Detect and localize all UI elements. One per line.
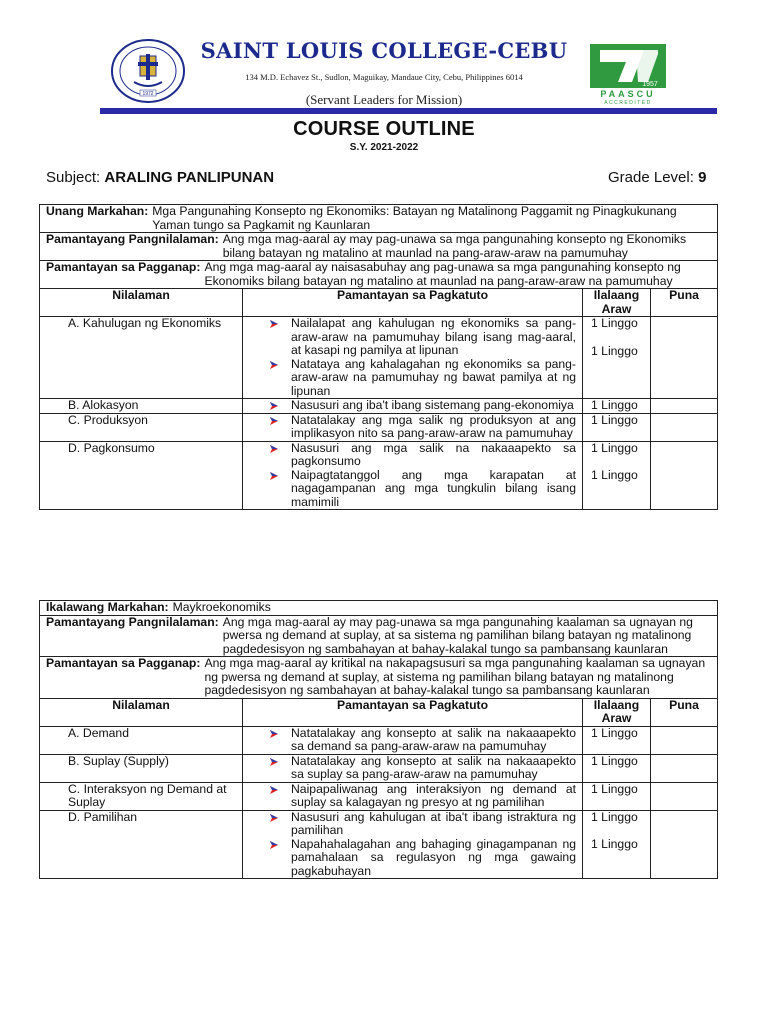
arrow-bullet-icon bbox=[269, 401, 279, 411]
column-header-row bbox=[40, 289, 718, 317]
school-name: SAINT LOUIS COLLEGE-CEBU bbox=[200, 38, 568, 63]
paascu-year: 1957 bbox=[642, 81, 658, 88]
content-row bbox=[40, 810, 718, 879]
performance-standard-label: Pamantayan sa Pagganap: bbox=[46, 260, 201, 274]
competency-item bbox=[243, 755, 576, 782]
subject-label: Subject: bbox=[46, 169, 101, 186]
quarter-table-body bbox=[40, 205, 718, 510]
competency-text: Nasusuri ang iba't ibang sistemang pang-ekonomiya bbox=[291, 398, 574, 412]
performance-standard-row bbox=[40, 261, 718, 289]
column-header-remarks: Puna bbox=[651, 289, 718, 317]
arrow-bullet-icon bbox=[269, 444, 279, 454]
quarter-title-row bbox=[40, 601, 718, 616]
arrow-bullet-icon bbox=[269, 416, 279, 426]
duration-value: 1 Linggo bbox=[591, 398, 638, 412]
subject-line bbox=[46, 169, 274, 186]
arrow-bullet-icon bbox=[269, 813, 279, 823]
arrow-bullet-icon bbox=[269, 319, 279, 329]
competency-text: Natataya ang kahalagahan ng ekonomiks sa pang-araw-araw na pamumuhay ng bawat pamilya at ng lipunan bbox=[291, 356, 576, 398]
column-header-duration: Ilalaang Araw bbox=[583, 698, 651, 726]
seal-year: 1972 bbox=[142, 91, 154, 97]
quarter-table-2 bbox=[39, 600, 718, 879]
duration-value: 1 Linggo bbox=[591, 440, 638, 455]
content-topic: B. Suplay (Supply) bbox=[40, 754, 243, 782]
quarter-table-1 bbox=[39, 204, 718, 510]
content-row bbox=[40, 754, 718, 782]
column-header-row bbox=[40, 698, 718, 726]
content-topic: B. Alokasyon bbox=[40, 399, 243, 414]
quarter-label: Unang Markahan: bbox=[46, 204, 149, 218]
college-seal-icon bbox=[110, 38, 186, 104]
content-topic: D. Pagkonsumo bbox=[40, 441, 243, 510]
column-header-content: Nilalaman bbox=[40, 698, 243, 726]
competency-item bbox=[243, 414, 576, 441]
arrow-bullet-icon bbox=[269, 757, 279, 767]
document-title: COURSE OUTLINE bbox=[293, 118, 475, 140]
content-row bbox=[40, 413, 718, 441]
column-header-duration: Ilalaang Araw bbox=[583, 289, 651, 317]
duration-value: 1 Linggo bbox=[591, 343, 638, 358]
school-year: S.Y. 2021-2022 bbox=[349, 142, 419, 153]
competency-item bbox=[243, 442, 576, 469]
remarks-cell bbox=[651, 441, 718, 510]
content-standard-label: Pamantayang Pangnilalaman: bbox=[46, 232, 219, 246]
duration-value: 1 Linggo bbox=[591, 412, 638, 427]
duration-value: 1 Linggo bbox=[591, 725, 638, 740]
content-standard-row bbox=[40, 233, 718, 261]
competency-item bbox=[243, 358, 576, 399]
duration-value: 1 Linggo bbox=[591, 753, 638, 768]
competency-text: Nasusuri ang mga salik na nakaaapekto sa pagkonsumo bbox=[291, 440, 576, 468]
arrow-bullet-icon bbox=[269, 840, 279, 850]
duration-value: 1 Linggo bbox=[591, 837, 638, 851]
content-topic: D. Pamilihan bbox=[40, 810, 243, 879]
header-divider bbox=[100, 108, 717, 114]
content-row bbox=[40, 726, 718, 754]
content-standard-text: Ang mga mag-aaral ay may pag-unawa sa mga pangunahing kaalaman sa ugnayan ng pwersa ng demand at suplay, at sa sistema ng pamilihan bilang batayan ng matalinong pagdedesisyon ng sambahayan at bahay-kalakal tungo sa pambansang kaunlaran bbox=[222, 614, 693, 656]
performance-standard-text: Ang mga mag-aaral ay naisasabuhay ang pag-unawa sa mga pangunahing konsepto ng Ekonomiks bilang batayan ng matalino at maunlad na pang-araw-araw na pamumuhay bbox=[204, 260, 681, 288]
column-header-content: Nilalaman bbox=[40, 289, 243, 317]
competency-text: Nasusuri ang kahulugan at iba't ibang istraktura ng pamilihan bbox=[291, 809, 576, 837]
arrow-bullet-icon bbox=[269, 729, 279, 739]
grade-level-line bbox=[608, 169, 706, 186]
remarks-cell bbox=[651, 413, 718, 441]
competency-item bbox=[243, 727, 576, 754]
performance-standard-label: Pamantayan sa Pagganap: bbox=[46, 656, 201, 670]
quarter-title: Mga Pangunahing Konsepto ng Ekonomiks: Batayan ng Matalinong Paggamit ng Pinagkukunang Yaman tungo sa Pagkamit ng Kaunlaran bbox=[152, 204, 677, 232]
content-topic: C. Interaksyon ng Demand at Suplay bbox=[40, 782, 243, 810]
competency-item bbox=[243, 399, 576, 413]
competency-item bbox=[243, 783, 576, 810]
school-address: 134 M.D. Echavez St., Sudlon, Maguikay, Mandaue City, Cebu, Philippines 6014 bbox=[245, 72, 523, 82]
competency-text: Nailalapat ang kahulugan ng ekonomiks sa pang-araw-araw na pamumuhay bilang isang mag-aaral, at kasapi ng pamilya at lipunan bbox=[291, 316, 576, 357]
quarter-title: Maykroekonomiks bbox=[172, 600, 271, 614]
arrow-bullet-icon bbox=[269, 785, 279, 795]
arrow-bullet-icon bbox=[269, 360, 279, 370]
paascu-text: PAASCU bbox=[600, 89, 656, 99]
content-topic: C. Produksyon bbox=[40, 413, 243, 441]
remarks-cell bbox=[651, 726, 718, 754]
performance-standard-text: Ang mga mag-aaral ay kritikal na nakapagsusuri sa mga pangunahing kaalaman sa ugnayan ng pwersa ng demand at suplay, at sistema ng pamilihan bilang batayan ng matalinong pagdedesisyon ng sambahayan at bahay-kalakal tungo sa pambansang kaunlaran bbox=[204, 656, 706, 697]
quarter-table-body bbox=[40, 601, 718, 879]
performance-standard-row bbox=[40, 657, 718, 699]
remarks-cell bbox=[651, 810, 718, 879]
remarks-cell bbox=[651, 317, 718, 399]
column-header-standard: Pamantayan sa Pagkatuto bbox=[243, 698, 583, 726]
content-row bbox=[40, 782, 718, 810]
subject-value: ARALING PANLIPUNAN bbox=[104, 169, 275, 186]
competency-item bbox=[243, 811, 576, 838]
competency-text: Naipapaliwanag ang interaksiyon ng demand at suplay sa kalagayan ng presyo at ng pamilihan bbox=[291, 781, 576, 809]
competency-text: Natatalakay ang konsepto at salik na nakaaapekto sa demand sa pang-araw-araw na pamumuhay bbox=[291, 725, 576, 753]
quarter-label: Ikalawang Markahan: bbox=[46, 600, 169, 614]
column-header-standard: Pamantayan sa Pagkatuto bbox=[243, 289, 583, 317]
duration-value: 1 Linggo bbox=[591, 781, 638, 796]
content-standard-row bbox=[40, 615, 718, 657]
arrow-bullet-icon bbox=[269, 471, 279, 481]
content-row bbox=[40, 399, 718, 414]
grade-value: 9 bbox=[698, 169, 707, 186]
content-row bbox=[40, 441, 718, 510]
quarter-title-row bbox=[40, 205, 718, 233]
column-header-remarks: Puna bbox=[651, 698, 718, 726]
content-topic: A. Kahulugan ng Ekonomiks bbox=[40, 317, 243, 399]
content-topic: A. Demand bbox=[40, 726, 243, 754]
competency-text: Natatalakay ang konsepto at salik na nakaaapekto sa suplay sa pang-araw-araw na pamumuhay bbox=[291, 753, 576, 781]
school-motto: (Servant Leaders for Mission) bbox=[305, 92, 463, 107]
paascu-logo-icon bbox=[588, 42, 668, 106]
competency-text: Naipagtatanggol ang mga karapatan at nagagampanan ang mga tungkulin bilang isang mamimili bbox=[291, 467, 576, 509]
duration-value: 1 Linggo bbox=[591, 468, 638, 482]
content-standard-label: Pamantayang Pangnilalaman: bbox=[46, 614, 219, 629]
content-standard-text: Ang mga mag-aaral ay may pag-unawa sa mga pangunahing konsepto ng Ekonomiks bilang batayan ng matalino at maunlad na pang-araw-araw na pamumuhay bbox=[222, 232, 687, 260]
duration-value: 1 Linggo bbox=[591, 809, 638, 824]
duration-value: 1 Linggo bbox=[591, 316, 638, 330]
competency-item bbox=[243, 317, 576, 358]
paascu-subtext: ACCREDITED bbox=[604, 100, 652, 106]
competency-item bbox=[243, 469, 576, 510]
document-header bbox=[0, 0, 768, 120]
grade-label: Grade Level: bbox=[608, 169, 694, 186]
remarks-cell bbox=[651, 754, 718, 782]
remarks-cell bbox=[651, 399, 718, 414]
competency-text: Natatalakay ang mga salik ng produksyon at ang implikasyon nito sa pang-araw-araw na pamumuhay bbox=[291, 412, 576, 440]
remarks-cell bbox=[651, 782, 718, 810]
competency-text: Napahahalagahan ang bahaging ginagampanan ng pamahalaan sa regulasyon ng mga gawaing pagkabuhayan bbox=[291, 836, 576, 878]
content-row bbox=[40, 317, 718, 399]
competency-item bbox=[243, 838, 576, 879]
